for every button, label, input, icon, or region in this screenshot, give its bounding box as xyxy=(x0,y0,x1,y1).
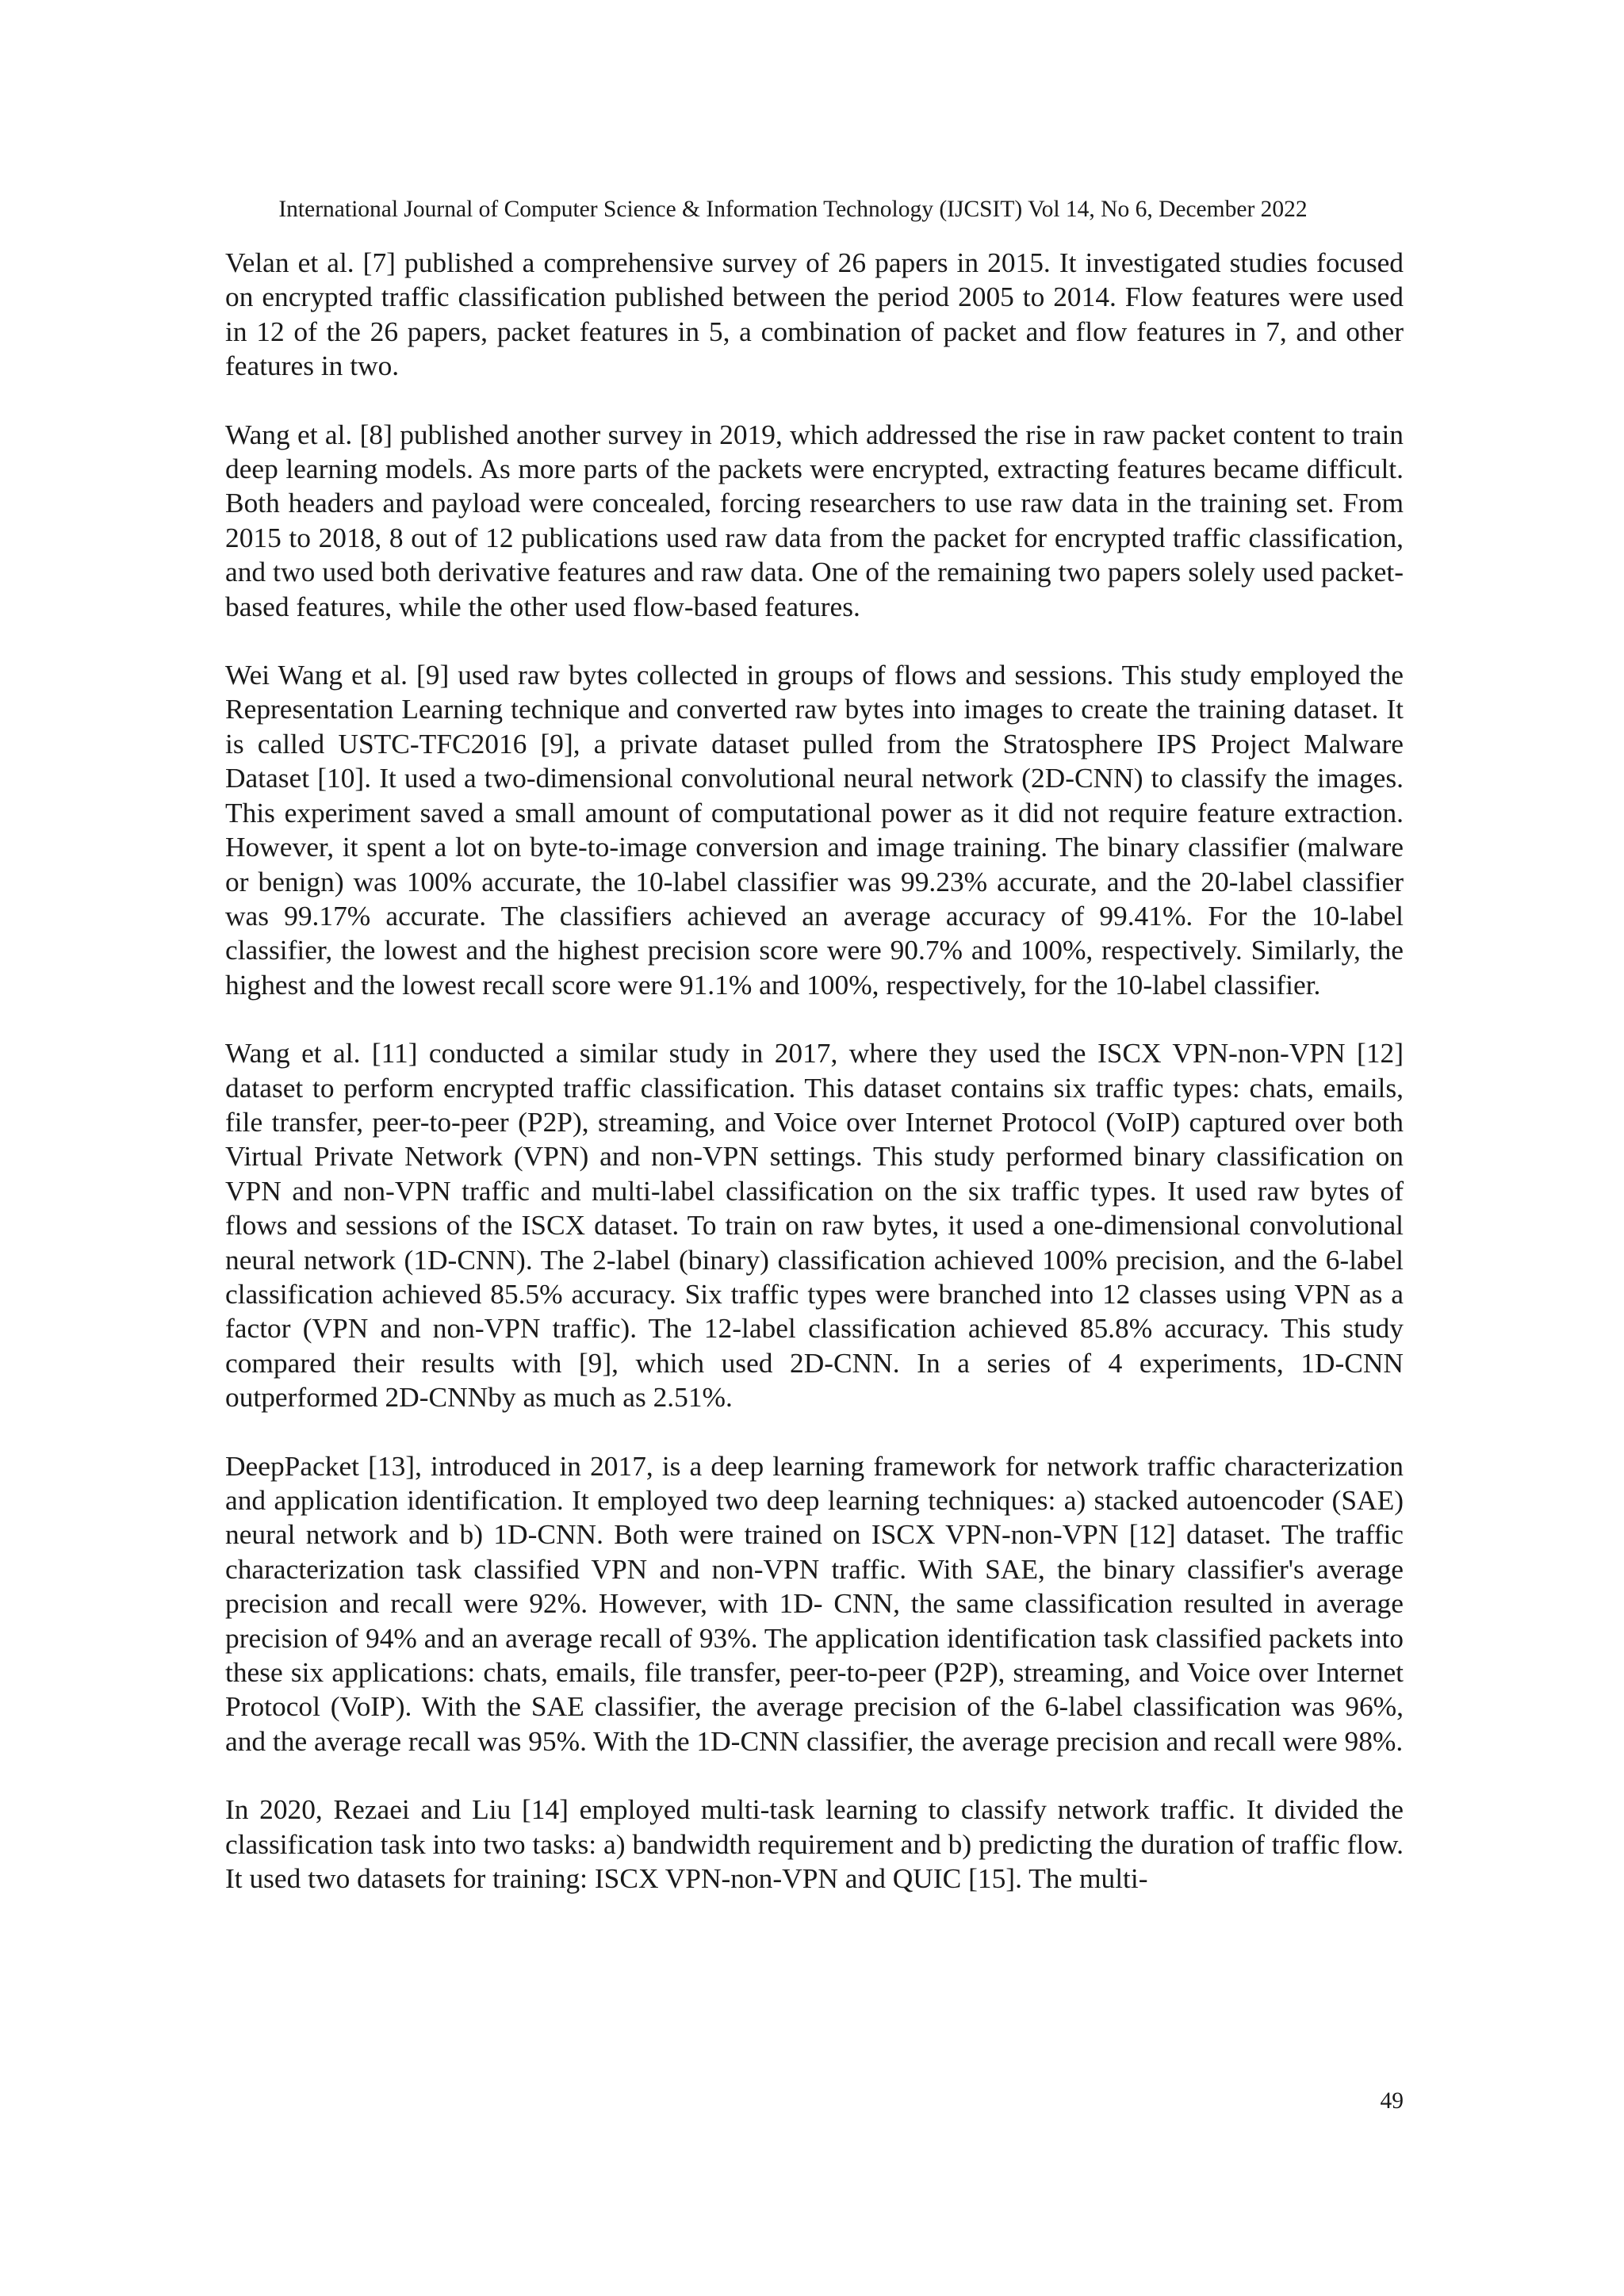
paragraph-velan-survey: Velan et al. [7] published a comprehensive survey of 26 papers in 2015. It investigated studies focused on encrypted traffic classification published between the period 2005 to 2014. Flow features were used in 12 of the 26 papers, packet features in 5, a combination of packet and flow features in 7, and other features in two. xyxy=(225,247,1404,382)
paragraph-deeppacket: DeepPacket [13], introduced in 2017, is a deep learning framework for network traffic characterization and application identification. It employed two deep learning techniques: a) stacked autoencoder (SAE) neural network and b) 1D-CNN. Both were trained on ISCX VPN-non-VPN [12] dataset. The traffic characterization task classified VPN and non-VPN traffic. With SAE, the binary classifier's average precision and recall were 92%. However, with 1D- CNN, the same classification resulted in average precision of 94% and an average recall of 93%. The application identification task classified packets into these six applications: chats, emails, file transfer, peer-to-peer (P2P), streaming, and Voice over Internet Protocol (VoIP). With the SAE classifier, the average precision of the 6-label classification was 96%, and the average recall was 95%. With the 1D-CNN classifier, the average precision and recall were 98%. xyxy=(225,1449,1404,1757)
page-number: 49 xyxy=(1380,2088,1404,2114)
body-text xyxy=(225,246,1404,1930)
paragraph-wang-survey: Wang et al. [8] published another survey in 2019, which addressed the rise in raw packet content to train deep learning models. As more parts of the packets were encrypted, extracting features became difficult. Both headers and payload were concealed, forcing researchers to use raw data in the training set. From 2015 to 2018, 8 out of 12 publications used raw data from the packet for encrypted traffic classification, and two used both derivative features and raw data. One of the remaining two papers solely used packet-based features, while the other used flow-based features. xyxy=(225,418,1404,622)
running-header: International Journal of Computer Science & Information Technology (IJCSIT) Vol 14, No 6, December 2022 xyxy=(278,197,1308,222)
paragraph-rezaei-liu: In 2020, Rezaei and Liu [14] employed multi-task learning to classify network traffic. It divided the classification task into two tasks: a) bandwidth requirement and b) predicting the duration of traffic flow. It used two datasets for training: ISCX VPN-non-VPN and QUIC [15]. The multi- xyxy=(225,1793,1404,1895)
paragraph-wei-wang-study: Wei Wang et al. [9] used raw bytes collected in groups of flows and sessions. This study employed the Representation Learning technique and converted raw bytes into images to create the training dataset. It is called USTC-TFC2016 [9], a private dataset pulled from the Stratosphere IPS Project Malware Dataset [10]. It used a two-dimensional convolutional neural network (2D-CNN) to classify the images. This experiment saved a small amount of computational power as it did not require feature extraction. However, it spent a lot on byte-to-image conversion and image training. The binary classifier (malware or benign) was 100% accurate, the 10-label classifier was 99.23% accurate, and the 20-label classifier was 99.17% accurate. The classifiers achieved an average accuracy of 99.41%. For the 10-label classifier, the lowest and the highest precision score were 90.7% and 100%, respectively. Similarly, the highest and the lowest recall score were 91.1% and 100%, respectively, for the 10-label classifier. xyxy=(225,659,1404,1001)
paragraph-wang-1d-cnn-study: Wang et al. [11] conducted a similar study in 2017, where they used the ISCX VPN-non-VPN [12] dataset to perform encrypted traffic classification. This dataset contains six traffic types: chats, emails, file transfer, peer-to-peer (P2P), streaming, and Voice over Internet Protocol (VoIP) captured over both Virtual Private Network (VPN) and non-VPN settings. This study performed binary classification on VPN and non-VPN traffic and multi-label classification on the six traffic types. It used raw bytes of flows and sessions of the ISCX dataset. To train on raw bytes, it used a one-dimensional convolutional neural network (1D-CNN). The 2-label (binary) classification achieved 100% precision, and the 6-label classification achieved 85.5% accuracy. Six traffic types were branched into 12 classes using VPN as a factor (VPN and non-VPN traffic). The 12-label classification achieved 85.8% accuracy. This study compared their results with [9], which used 2D-CNN. In a series of 4 experiments, 1D-CNN outperformed 2D-CNNby as much as 2.51%. xyxy=(225,1037,1404,1414)
